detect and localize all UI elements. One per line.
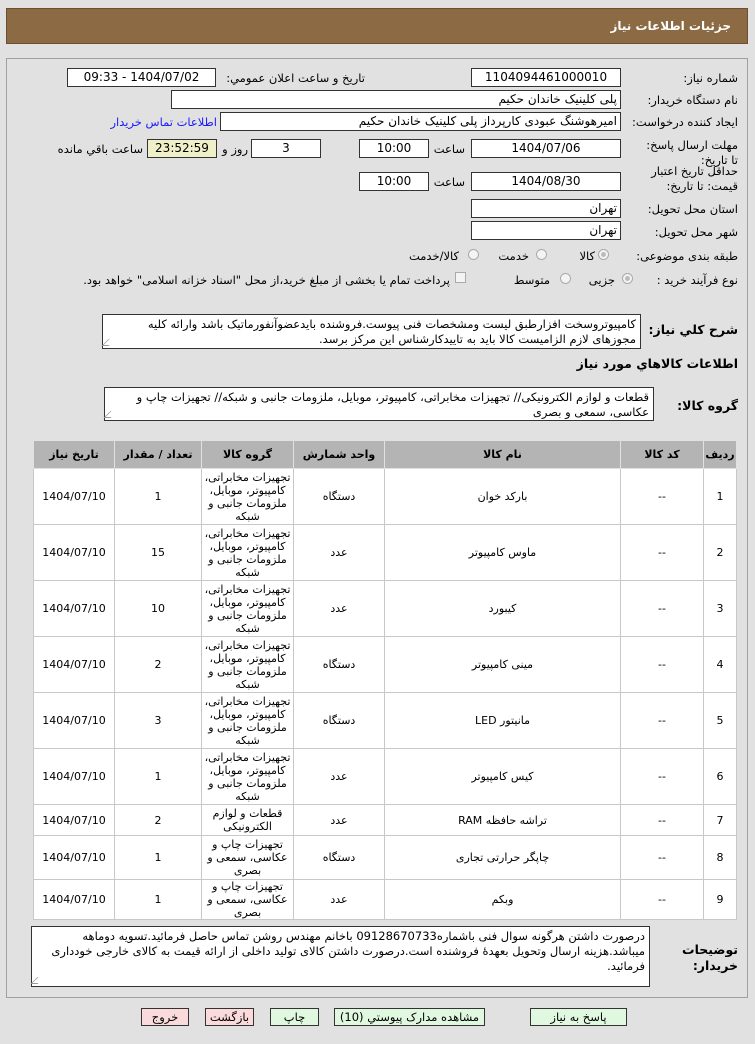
table-row	[34, 836, 737, 880]
table-row	[34, 581, 737, 637]
table-header-row	[34, 441, 737, 469]
row-number-cell: 8	[704, 836, 737, 880]
col-code: کد کالا	[621, 441, 704, 469]
col-unit: واحد شمارش	[294, 441, 385, 469]
buyer-label: نام دستگاه خریدار:	[647, 93, 738, 107]
item-code-cell: --	[621, 805, 704, 836]
quantity-cell: 1	[115, 749, 202, 805]
item-code-cell: --	[621, 836, 704, 880]
buyer-notes-textarea[interactable]: درصورت داشتن هرگونه سوال فنی باشماره09128670733 باخانم مهندس روشن تماس حاصل فرمائید.تسویه دوماهه میباشد.هزینه ارسال وتحویل بعهدهٔ فروشنده است.درصورت داشتن کالای تولید داخلی از ارائه قیمت به کالای خارجی خودداری فرمائید.	[31, 926, 650, 987]
quantity-cell: 3	[115, 693, 202, 749]
unit-cell: دستگاه	[294, 637, 385, 693]
goods-group-cell: تجهیزات مخابراتی، کامپیوتر، موبایل، ملزومات جانبی و شبکه	[202, 525, 294, 581]
row-number-cell: 7	[704, 805, 737, 836]
item-name-cell: چاپگر حرارتی تجاری	[385, 836, 621, 880]
treasury-payment-checkbox[interactable]	[455, 272, 466, 283]
need-date-cell: 1404/07/10	[34, 581, 115, 637]
table-row	[34, 469, 737, 525]
quantity-cell: 1	[115, 469, 202, 525]
unit-cell: دستگاه	[294, 469, 385, 525]
table-row	[34, 637, 737, 693]
deadline-time-field: 10:00	[359, 139, 429, 158]
need-date-cell: 1404/07/10	[34, 805, 115, 836]
unit-cell: عدد	[294, 581, 385, 637]
category-goods-service-label: كالا/خدمت	[408, 249, 459, 263]
quantity-cell: 2	[115, 637, 202, 693]
page-title: جزئیات اطلاعات نیاز	[610, 19, 731, 33]
category-service-radio[interactable]	[536, 249, 547, 260]
table-row	[34, 880, 737, 920]
announce-label: تاریخ و ساعت اعلان عمومي:	[226, 71, 365, 85]
category-label: طبقه بندی موضوعی:	[636, 249, 738, 263]
view-attachments-button[interactable]: مشاهده مدارک پیوستي (10)	[334, 1008, 485, 1026]
col-name: نام کالا	[385, 441, 621, 469]
print-button[interactable]: چاپ	[270, 1008, 319, 1026]
row-number-cell: 3	[704, 581, 737, 637]
category-goods-label: كالا	[579, 249, 595, 263]
validity-time-label: ساعت	[433, 175, 465, 189]
goods-group-cell: تجهیزات چاپ و عکاسی، سمعی و بصری	[202, 880, 294, 920]
item-name-cell: کیس کامپیوتر	[385, 749, 621, 805]
exit-button[interactable]: خروج	[141, 1008, 189, 1026]
item-name-cell: ماوس کامپیوتر	[385, 525, 621, 581]
need-date-cell: 1404/07/10	[34, 880, 115, 920]
process-medium-label: متوسط	[513, 273, 550, 287]
item-code-cell: --	[621, 749, 704, 805]
process-minor-label: جزیی	[588, 273, 615, 287]
col-row: ردیف	[704, 441, 737, 469]
announce-field: 1404/07/02 - 09:33	[67, 68, 216, 87]
item-code-cell: --	[621, 581, 704, 637]
city-label: شهر محل تحویل:	[654, 225, 738, 239]
time-remaining-label: ساعت باقي مانده	[57, 142, 143, 156]
need-number-label: شماره نیاز:	[683, 71, 738, 85]
description-textarea[interactable]: کامپیوتروسخت افزارطبق لیست ومشخصات فنی پیوست.فروشنده بایدعضوآنفورماتیک باشد وارائه کلیه مجوزهای لازم الزامیست کالا باید به تاییدکارشناس این مرکز برسد.	[102, 314, 641, 349]
col-date: تاریخ نیاز	[34, 441, 115, 469]
row-number-cell: 9	[704, 880, 737, 920]
col-group: گروه کالا	[202, 441, 294, 469]
unit-cell: عدد	[294, 525, 385, 581]
need-date-cell: 1404/07/10	[34, 637, 115, 693]
goods-group-cell: تجهیزات مخابراتی، کامپیوتر، موبایل، ملزومات جانبی و شبکه	[202, 693, 294, 749]
unit-cell: دستگاه	[294, 693, 385, 749]
buyer-contact-link[interactable]: اطلاعات تماس خریدار	[110, 115, 217, 129]
validity-label: حداقل تاریخ اعتبار قیمت: تا تاریخ:	[651, 164, 738, 193]
item-code-cell: --	[621, 525, 704, 581]
item-code-cell: --	[621, 880, 704, 920]
item-code-cell: --	[621, 637, 704, 693]
deadline-time-label: ساعت	[433, 142, 465, 156]
item-name-cell: مینی کامپیوتر	[385, 637, 621, 693]
days-remaining-field: 3	[251, 139, 321, 158]
item-code-cell: --	[621, 469, 704, 525]
description-label: شرح كلي نياز:	[648, 322, 738, 337]
table-row	[34, 749, 737, 805]
city-field: تهران	[471, 221, 621, 240]
item-name-cell: تراشه حافظه RAM	[385, 805, 621, 836]
need-date-cell: 1404/07/10	[34, 749, 115, 805]
unit-cell: عدد	[294, 880, 385, 920]
goods-group-cell: قطعات و لوازم الکترونیکی	[202, 805, 294, 836]
table-row	[34, 525, 737, 581]
days-label: روز و	[222, 142, 248, 156]
province-label: استان محل تحویل:	[647, 202, 738, 216]
row-number-cell: 4	[704, 637, 737, 693]
need-number-field: 1104094461000010	[471, 68, 621, 87]
time-remaining-field: 23:52:59	[147, 139, 217, 158]
item-name-cell: مانیتور LED	[385, 693, 621, 749]
row-number-cell: 2	[704, 525, 737, 581]
deadline-date-field: 1404/07/06	[471, 139, 621, 158]
category-goods-radio[interactable]	[598, 249, 609, 260]
need-date-cell: 1404/07/10	[34, 836, 115, 880]
quantity-cell: 15	[115, 525, 202, 581]
buyer-field: پلی کلینیک خاندان حکیم	[171, 90, 621, 109]
need-date-cell: 1404/07/10	[34, 525, 115, 581]
item-code-cell: --	[621, 693, 704, 749]
process-label: نوع فرآیند خرید :	[656, 273, 738, 287]
col-qty: تعداد / مقدار	[115, 441, 202, 469]
goods-group-textarea[interactable]: قطعات و لوازم الکترونیکی// تجهیزات مخابراتی، کامپیوتر، موبایل، ملزومات جانبی و شبکه// تجهیزات چاپ و عکاسی، سمعی و بصری	[104, 387, 654, 421]
process-minor-radio[interactable]	[622, 273, 633, 284]
unit-cell: عدد	[294, 749, 385, 805]
province-field: تهران	[471, 199, 621, 218]
unit-cell: دستگاه	[294, 836, 385, 880]
row-number-cell: 5	[704, 693, 737, 749]
row-number-cell: 1	[704, 469, 737, 525]
category-service-label: خدمت	[498, 249, 529, 263]
goods-group-cell: تجهیزات مخابراتی، کامپیوتر، موبایل، ملزومات جانبی و شبکه	[202, 749, 294, 805]
process-medium-radio[interactable]	[560, 273, 571, 284]
quantity-cell: 10	[115, 581, 202, 637]
goods-group-cell: تجهیزات مخابراتی، کامپیوتر، موبایل، ملزومات جانبی و شبکه	[202, 637, 294, 693]
need-date-cell: 1404/07/10	[34, 693, 115, 749]
buyer-notes-label: توضیحات خریدار:	[682, 942, 738, 973]
goods-group-cell: تجهیزات مخابراتی، کامپیوتر، موبایل، ملزومات جانبی و شبکه	[202, 469, 294, 525]
item-name-cell: کیبورد	[385, 581, 621, 637]
validity-time-field: 10:00	[359, 172, 429, 191]
category-goods-service-radio[interactable]	[468, 249, 479, 260]
page-header	[6, 8, 748, 44]
item-name-cell: وبکم	[385, 880, 621, 920]
items-table	[33, 440, 737, 920]
unit-cell: عدد	[294, 805, 385, 836]
deadline-label: مهلت ارسال پاسخ: تا تاریخ:	[646, 138, 738, 167]
items-heading: اطلاعات كالاهاي مورد نياز	[576, 356, 738, 371]
quantity-cell: 1	[115, 880, 202, 920]
quantity-cell: 1	[115, 836, 202, 880]
quantity-cell: 2	[115, 805, 202, 836]
creator-label: ایجاد کننده درخواست:	[632, 115, 738, 129]
goods-group-cell: تجهیزات چاپ و عکاسی، سمعی و بصری	[202, 836, 294, 880]
creator-field: امیرهوشنگ عبودی کارپرداز پلی کلینیک خاندان حکیم	[220, 112, 621, 131]
row-number-cell: 6	[704, 749, 737, 805]
back-button[interactable]: بازگشت	[205, 1008, 254, 1026]
reply-button[interactable]: پاسخ به نیاز	[530, 1008, 627, 1026]
treasury-payment-label: پرداخت تمام یا بخشی از مبلغ خرید،از محل "اسناد خزانه اسلامی" خواهد بود.	[83, 273, 450, 287]
table-row	[34, 693, 737, 749]
need-date-cell: 1404/07/10	[34, 469, 115, 525]
table-row	[34, 805, 737, 836]
goods-group-label: گروه كالا:	[677, 398, 738, 413]
goods-group-cell: تجهیزات مخابراتی، کامپیوتر، موبایل، ملزومات جانبی و شبکه	[202, 581, 294, 637]
item-name-cell: بارکد خوان	[385, 469, 621, 525]
validity-date-field: 1404/08/30	[471, 172, 621, 191]
